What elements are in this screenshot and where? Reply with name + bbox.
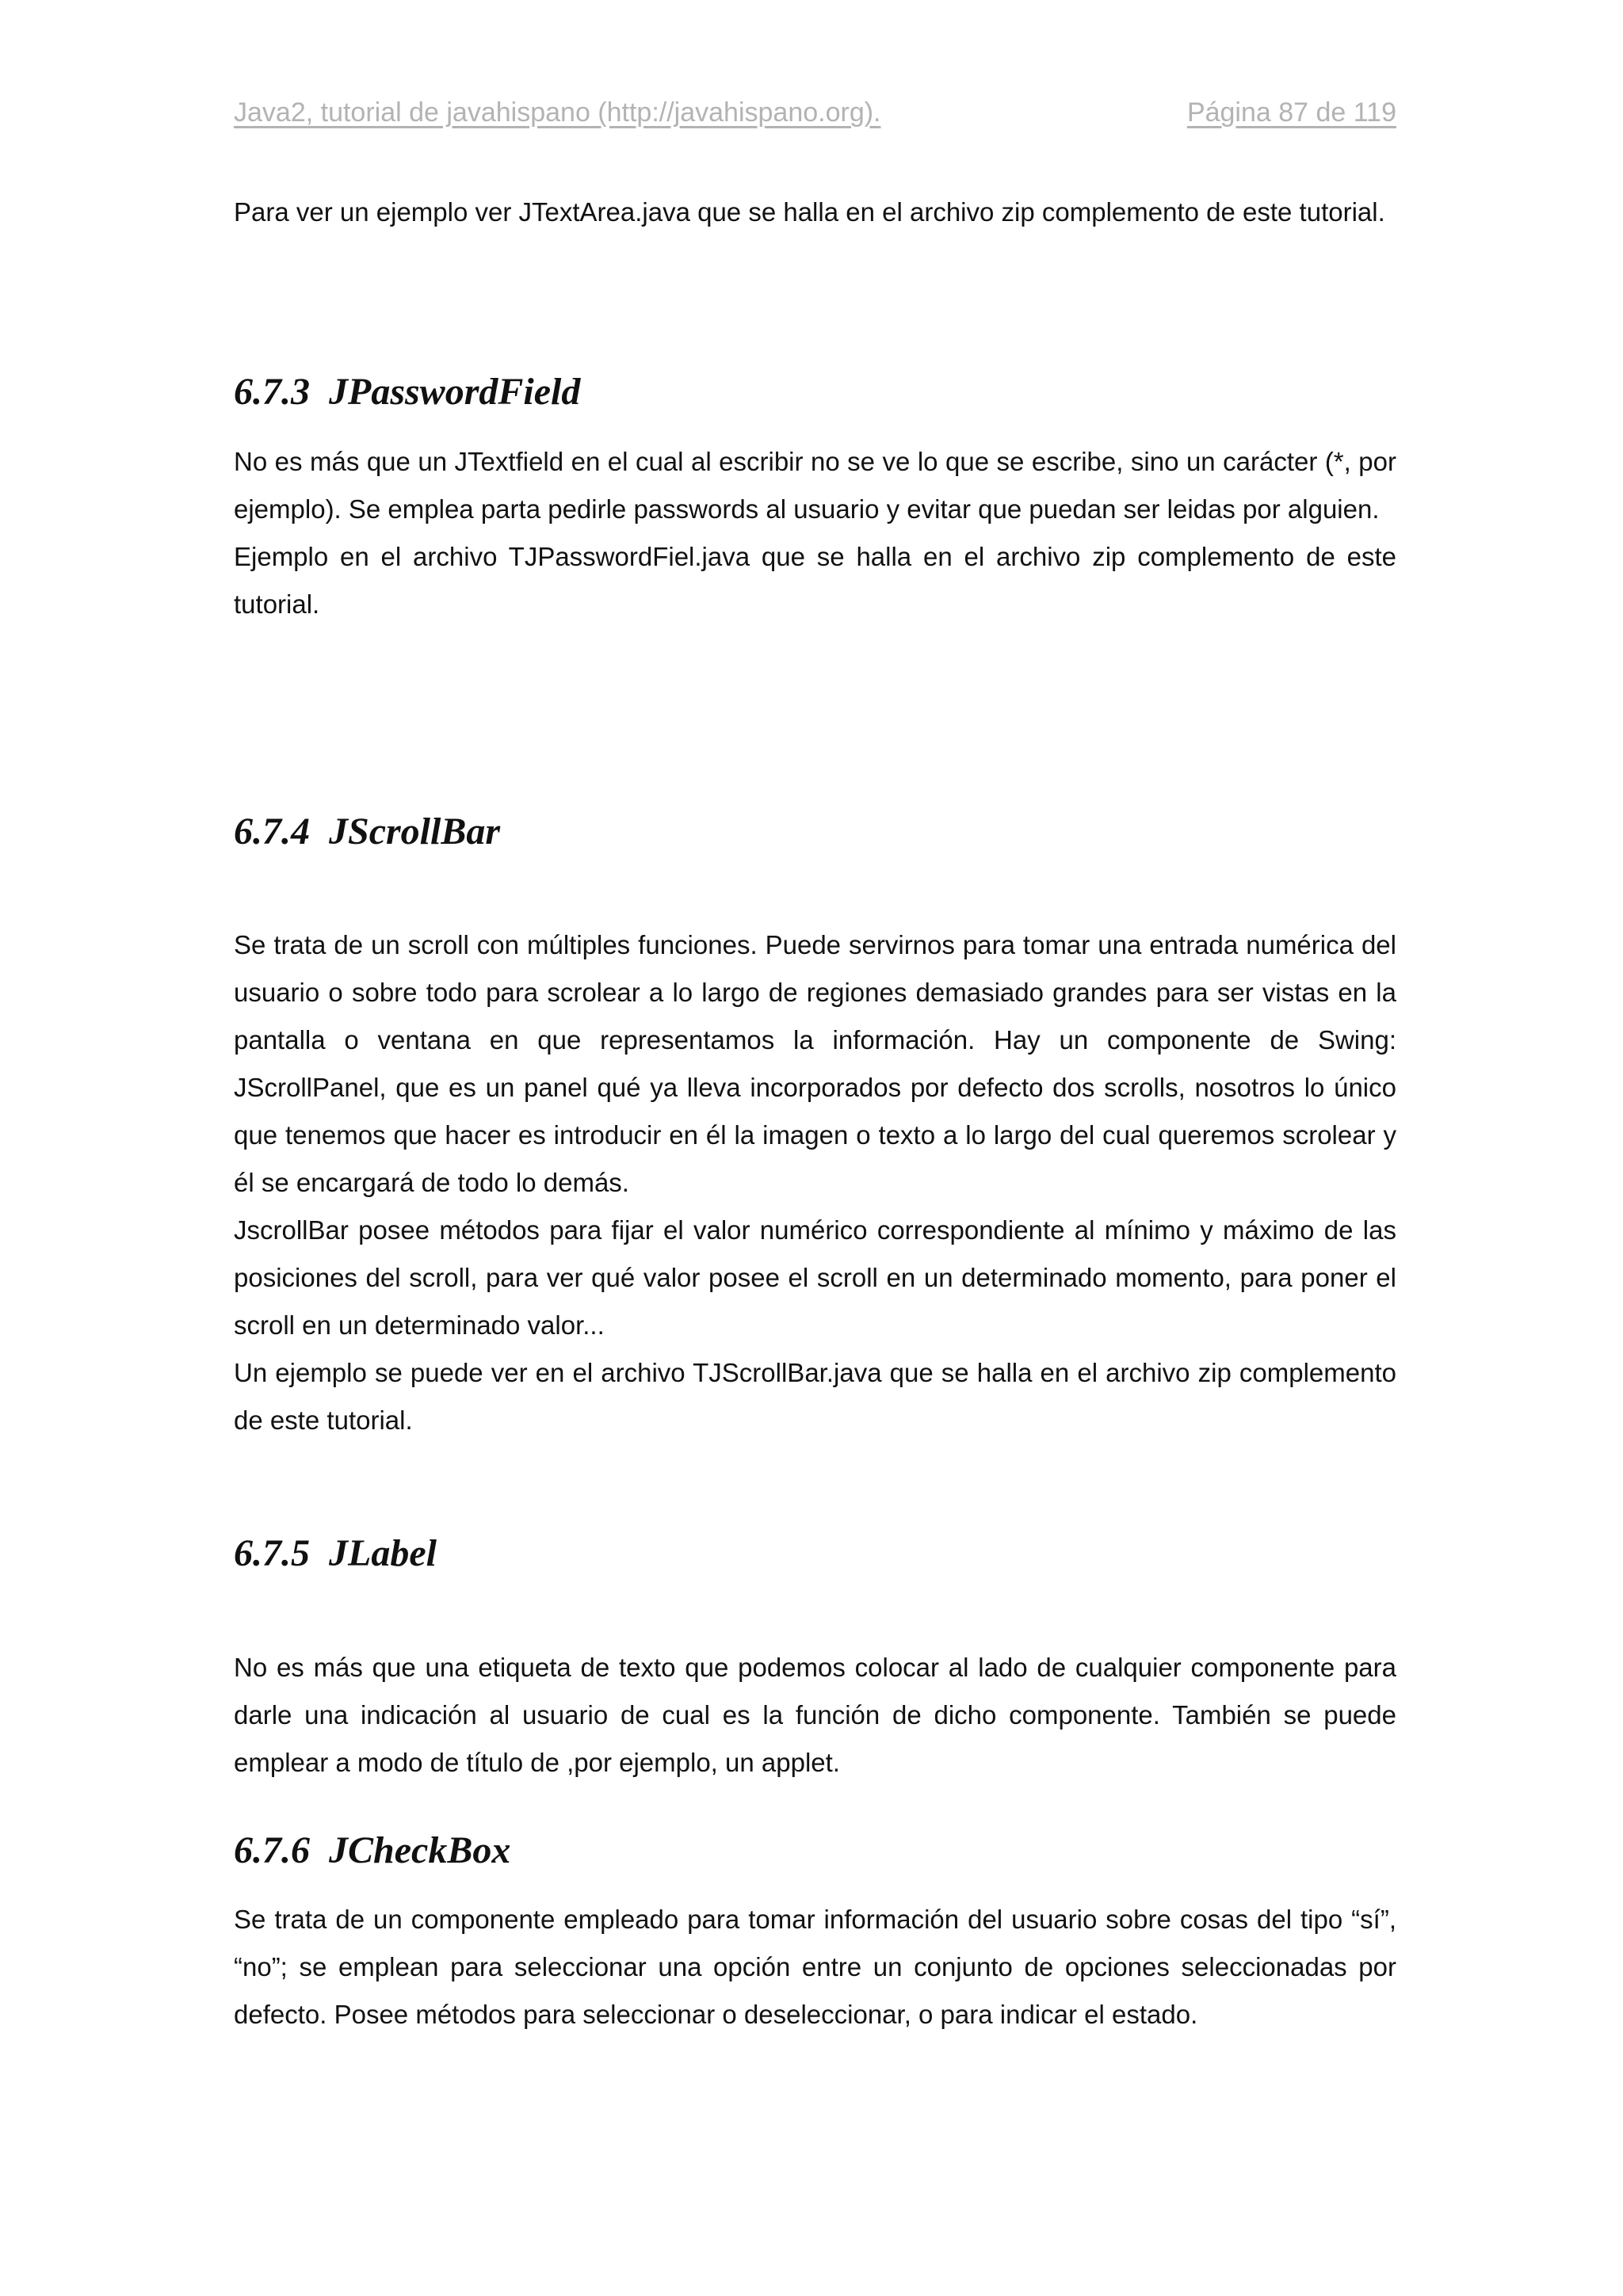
section-heading-jcheckbox [234,1829,510,1873]
section-heading-jlabel [234,1531,437,1576]
paragraph: No es más que una etiqueta de texto que podemos colocar al lado de cualquier componente para darle una indicación al usuario de cual es la función de dicho componente. También se puede emplear a modo de título de ,por ejemplo, un applet. [234,1653,1396,1777]
section-number: 6.7.4 [234,810,310,852]
section-body-jscrollbar [234,921,1396,1444]
section-number: 6.7.3 [234,371,310,413]
paragraph: Un ejemplo se puede ver en el archivo TJScrollBar.java que se halla en el archivo zip complemento de este tutorial. [234,1358,1396,1435]
paragraph: Ejemplo en el archivo TJPasswordFiel.java que se halla en el archivo zip complemento de este tutorial. [234,542,1396,619]
intro-text [234,189,1396,236]
paragraph: Se trata de un scroll con múltiples funciones. Puede servirnos para tomar una entrada numérica del usuario o sobre todo para scrolear a lo largo de regiones demasiado grandes para ser vistas en la pantalla o ventana en que representamos la información. Hay un componente de Swing: JScrollPanel, que es un panel qué ya lleva incorporados por defecto dos scrolls, nosotros lo único que tenemos que hacer es introducir en él la imagen o texto a lo largo del cual queremos scrolear y él se encargará de todo lo demás. [234,930,1396,1197]
running-header-title: Java2, tutorial de javahispano (http://javahispano.org). [234,97,881,128]
section-body-jcheckbox [234,1896,1396,2039]
section-title: JScrollBar [329,810,501,852]
section-body-jlabel [234,1644,1396,1787]
section-heading-jscrollbar [234,810,500,854]
section-body-jpasswordfield [234,438,1396,628]
section-title: JPasswordField [329,371,581,413]
page-number: Página 87 de 119 [1186,97,1396,128]
section-number: 6.7.6 [234,1829,310,1871]
section-title: JCheckBox [329,1829,511,1871]
paragraph: No es más que un JTextfield en el cual al escribir no se ve lo que se escribe, sino un carácter (*, por ejemplo). Se emplea parta pedirle passwords al usuario y evitar que puedan ser leidas por alguien. [234,447,1396,524]
section-title: JLabel [329,1532,437,1574]
section-heading-jpasswordfield [234,370,580,414]
paragraph: Para ver un ejemplo ver JTextArea.java que se halla en el archivo zip complemento de este tutorial. [234,197,1385,227]
section-number: 6.7.5 [234,1532,310,1574]
paragraph: Se trata de un componente empleado para tomar información del usuario sobre cosas del tipo “sí”, “no”; se emplean para seleccionar una opción entre un conjunto de opciones seleccionadas por defecto. Posee métodos para seleccionar o deseleccionar, o para indicar el estado. [234,1905,1396,2029]
paragraph: JscrollBar posee métodos para fijar el valor numérico correspondiente al mínimo y máximo de las posiciones del scroll, para ver qué valor posee el scroll en un determinado momento, para poner el scroll en un determinado valor... [234,1215,1396,1340]
